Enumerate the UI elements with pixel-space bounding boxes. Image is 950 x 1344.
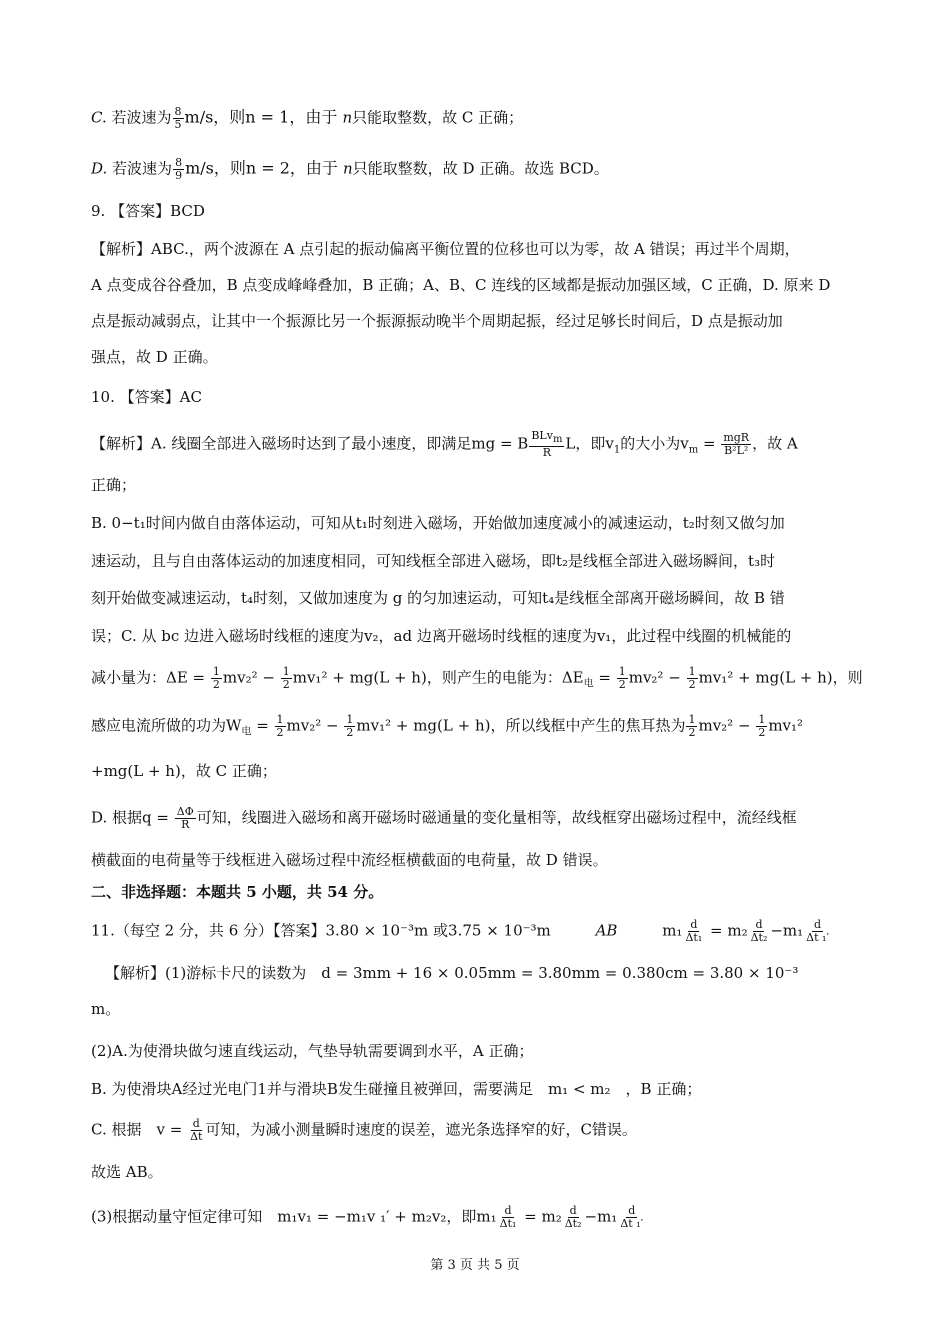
q10-text-b5: 减小量为：ΔE = $\frac{1}{2}$ mv₂² − $\frac{1}{2}$ mv₁² + mg(L + h)，则产生的电能为：$\Delta E_电$ = $\frac{1}{2}$ mv₂² − $\frac{1}{2}$ mv₁² + mg(L + h)，则 <box>91 665 863 691</box>
q11-solution-3: B. 为使滑块A经过光电门1并与滑块B发生碰撞且被弹回，需要满足 m₁ < m₂ ，B 正确； <box>91 1080 702 1098</box>
numerator: BLv$_m$ <box>531 429 563 446</box>
q9-text-3: 点是振动减弱点，让其中一个振源比另一个振源振动晚半个周期起振，经过足够长时间后，D 点是振动加 <box>91 312 783 330</box>
q9-text-1: 【解析】ABC.，两个波源在 A 点引起的振动偏离平衡位置的位移也可以为零，故 A 错误；再过半个周期， <box>91 240 800 258</box>
var-n: n <box>343 159 353 178</box>
text: m/s，则n = 1，由于 <box>184 107 343 127</box>
text: 若波速为 <box>112 159 173 178</box>
q11-solution-1b: m。 <box>91 1000 121 1018</box>
q9-text-4: 强点，故 D 正确。 <box>91 348 218 366</box>
text: m/s，则n = 2，由于 <box>185 158 343 178</box>
q11-answer: 11.（每空 2 分，共 6 分）【答案】3.80 × 10⁻³m 或3.75 × 10⁻³m AB m₁ $\frac{d}{\text{Δt₁}}$ = m₂ $\frac{d}{\text{Δt₂}}$ −m₁ $\frac{d}{\text{Δt ₁′}}$ <box>91 918 829 944</box>
option-c-label: C. <box>91 108 107 127</box>
q10-text-b1: B. 0−t₁时间内做自由落体运动，可知从t₁时刻进入磁场，开始做加速度减小的减速运动，t₂时刻又做匀加 <box>91 514 785 532</box>
q10-answer: 10. 【答案】AC <box>91 388 202 406</box>
q10-text-d2: 横截面的电荷量等于线框进入磁场过程中流经框横截面的电荷量，故 D 错误。 <box>91 851 608 869</box>
q11-solution-2: (2)A.为使滑块做匀速直线运动，气垫导轨需要调到水平，A 正确； <box>91 1042 534 1060</box>
q11-solution-5: 故选 AB。 <box>91 1163 163 1181</box>
option-d-label: D. <box>91 159 108 178</box>
q9-text-2: A 点变成谷谷叠加，B 点变成峰峰叠加，B 正确；A、B、C 连线的区域都是振动加强区域，C 正确，D. 原来 D <box>91 276 831 294</box>
text: = <box>698 434 721 453</box>
q10-text-b4: 误；C. 从 bc 边进入磁场时线框的速度为v₂，ad 边离开磁场时线框的速度为v₁，此过程中线圈的机械能的 <box>91 627 792 645</box>
text: L，即v <box>565 434 614 453</box>
q11-solution-1: 【解析】(1)游标卡尺的读数为 d = 3mm + 16 × 0.05mm = 3.80mm = 0.380cm = 3.80 × 10⁻³ <box>105 964 799 982</box>
fraction: $\frac{\text{mgR}}{\text{B²L²}}$ <box>723 431 750 458</box>
text: 若波速为 <box>111 108 172 127</box>
q10-text-b2: 速运动，且与自由落体运动的加速度相同，可知线框全部进入磁场，即t₂是线框全部进入磁场瞬间，t₃时 <box>91 552 776 570</box>
page-footer: 第 3 页 共 5 页 <box>430 1258 520 1273</box>
text: 只能取整数，故 C 正确； <box>352 108 524 127</box>
q9-answer: 9. 【答案】BCD <box>91 202 205 220</box>
q10-text-a2: 正确； <box>91 476 137 494</box>
section-heading: 二、非选择题：本题共 5 小题，共 54 分。 <box>91 883 384 901</box>
q10-text-b3: 刻开始做变减速运动，t₄时刻，又做加速度为 g 的匀加速运动，可知t₄是线框全部离开磁场瞬间，故 B 错 <box>91 589 785 607</box>
text: 只能取整数，故 D 正确。故选 BCD。 <box>352 159 609 178</box>
q10-text-b6: 感应电流所做的功为$W_电$ = $\frac{1}{2}$ mv₂² − $\frac{1}{2}$ mv₁² + mg(L + h)，所以线框中产生的焦耳热为 $\frac{1}{2}$ mv₂² − $\frac{1}{2}$ mv₁² <box>91 713 804 739</box>
q10-text-a1: 【解析】A. 线圈全部进入磁场时达到了最小速度，即满足mg = B $\frac{BLv_m}{R}$ L，即$v_1$的大小为$v_m$ = $\frac{\text{mgR}}{\text{B²L²}}$ ，故 A <box>91 429 798 460</box>
q10-text-d1: D. 根据q = $\frac{\Delta\Phi}{R}$ 可知，线圈进入磁场和离开磁场时磁通量的变化量相等，故线框穿出磁场过程中，流经线框 <box>91 805 797 831</box>
fraction: $\frac{8}{9}$ <box>175 156 183 182</box>
q11-solution-4: C. 根据 v = $\frac{d}{\Delta t}$ 可知，为减小测量瞬时速度的误差，遮光条选择窄的好，C错误。 <box>91 1117 637 1143</box>
option-c-line <box>91 106 863 131</box>
text: ，故 A <box>752 434 798 453</box>
q10-text-b7: +mg(L + h)，故 C 正确； <box>91 762 277 780</box>
text: 的大小为v <box>620 434 689 453</box>
text: 【解析】A. 线圈全部进入磁场时达到了最小速度，即满足mg = B <box>91 434 529 453</box>
fraction: $\frac{BLv_m}{R}$ <box>531 429 563 460</box>
fraction: $\frac{8}{5}$ <box>174 105 182 131</box>
option-d-line <box>91 157 863 182</box>
var-n: n <box>342 108 353 127</box>
q11-solution-6: (3)根据动量守恒定律可知 m₁v₁ = −m₁v ₁′ + m₂v₂，即m₁ $\frac{d}{\text{Δt₁}}$ = m₂ $\frac{d}{\text{Δt₂}}$ −m₁ $\frac{d}{\text{Δt ₁′}}$ <box>91 1204 644 1230</box>
